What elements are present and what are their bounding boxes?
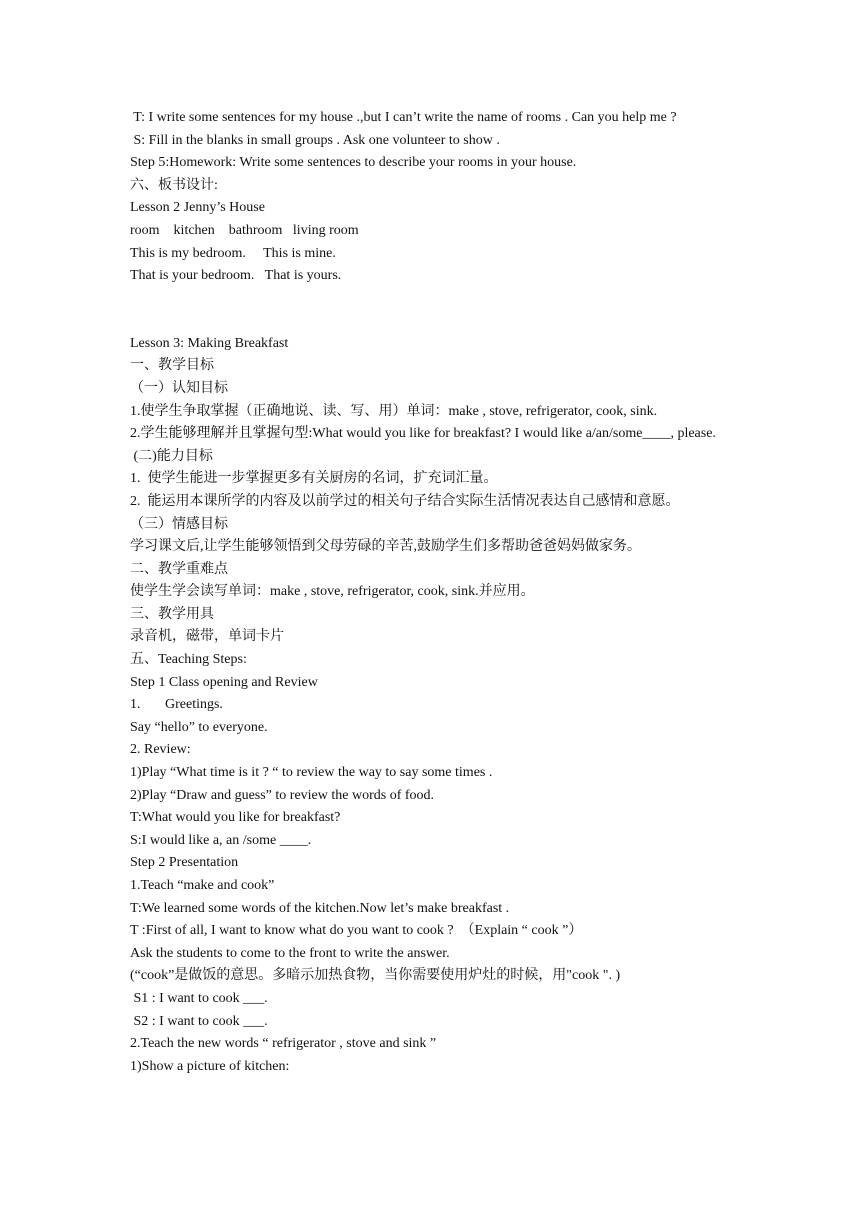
text-line: 2)Play “Draw and guess” to review the words of food. <box>130 787 435 803</box>
heading: 三、教学用具 <box>130 606 214 622</box>
subheading: (二)能力目标 <box>130 448 213 464</box>
text-line: 使学生学会读写单词：make , stove, refrigerator, cook, sink.并应用。 <box>130 584 535 600</box>
text-line: 1. Greetings. <box>130 697 223 713</box>
text-line: Step 2 Presentation <box>130 855 239 871</box>
text-line: That is your bedroom. That is yours. <box>130 268 342 284</box>
document-page <box>130 107 740 1078</box>
section-lesson2-end <box>130 107 740 288</box>
text-line: 2.Teach the new words “ refrigerator , stove and sink ” <box>130 1036 437 1052</box>
text-line: Say “hello” to everyone. <box>130 719 268 735</box>
text-line: 录音机，磁带，单词卡片 <box>130 629 284 645</box>
text-line: T:We learned some words of the kitchen.Now let’s make breakfast . <box>130 900 510 916</box>
text-line: Step 5:Homework: Write some sentences to describe your rooms in your house. <box>130 155 577 171</box>
heading: 五、Teaching Steps: <box>130 652 247 668</box>
lesson-title: Lesson 3: Making Breakfast <box>130 335 289 351</box>
text-line: 1)Show a picture of kitchen: <box>130 1058 290 1074</box>
heading: 一、教学目标 <box>130 358 214 374</box>
text-line: S: Fill in the blanks in small groups . Ask one volunteer to show . <box>130 132 500 148</box>
text-line: 1)Play “What time is it ? “ to review the way to say some times . <box>130 765 493 781</box>
section-lesson3 <box>130 333 740 1079</box>
text-line: 2. Review: <box>130 742 191 758</box>
text-line: (“cook”是做饭的意思。多暗示加热食物，当你需要使用炉灶的时候，用"cook ". ) <box>130 968 621 984</box>
text-line: T: I write some sentences for my house .,but I can’t write the name of rooms . Can you help me ? <box>130 110 677 125</box>
text-line: This is my bedroom. This is mine. <box>130 245 336 261</box>
text-line: 1.使学生争取掌握（正确地说、读、写、用）单词：make , stove, refrigerator, cook, sink. <box>130 403 658 419</box>
heading: 二、教学重难点 <box>130 561 228 577</box>
section-gap <box>130 288 740 333</box>
text-line: S1 : I want to cook ___. <box>130 990 268 1006</box>
subheading: （三）情感目标 <box>130 516 228 532</box>
text-line: S:I would like a, an /some ____. <box>130 832 312 848</box>
text-line: Lesson 2 Jenny’s House <box>130 200 265 216</box>
text-line: T :First of all, I want to know what do you want to cook ? （Explain “ cook ”） <box>130 923 583 939</box>
text-line: room kitchen bathroom living room <box>130 222 359 238</box>
heading-board-design: 六、板书设计: <box>130 177 218 193</box>
text-line: Step 1 Class opening and Review <box>130 674 318 690</box>
text-line: 1.Teach “make and cook” <box>130 878 275 893</box>
text-line: 1. 使学生能进一步掌握更多有关厨房的名词，扩充词汇量。 <box>130 471 498 487</box>
text-line: 2.学生能够理解并且掌握句型:What would you like for breakfast? I would like a/an/some____, please. <box>130 426 716 442</box>
text-line: T:What would you like for breakfast? <box>130 810 341 826</box>
subheading: （一）认知目标 <box>130 380 228 396</box>
text-line: 2. 能运用本课所学的内容及以前学过的相关句子结合实际生活情况表达自己感情和意愿。 <box>130 493 680 509</box>
text-line: Ask the students to come to the front to write the answer. <box>130 945 450 961</box>
text-line: 学习课文后,让学生能够领悟到父母劳碌的辛苦,鼓励学生们多帮助爸爸妈妈做家务。 <box>130 539 641 555</box>
text-line: S2 : I want to cook ___. <box>130 1013 268 1029</box>
